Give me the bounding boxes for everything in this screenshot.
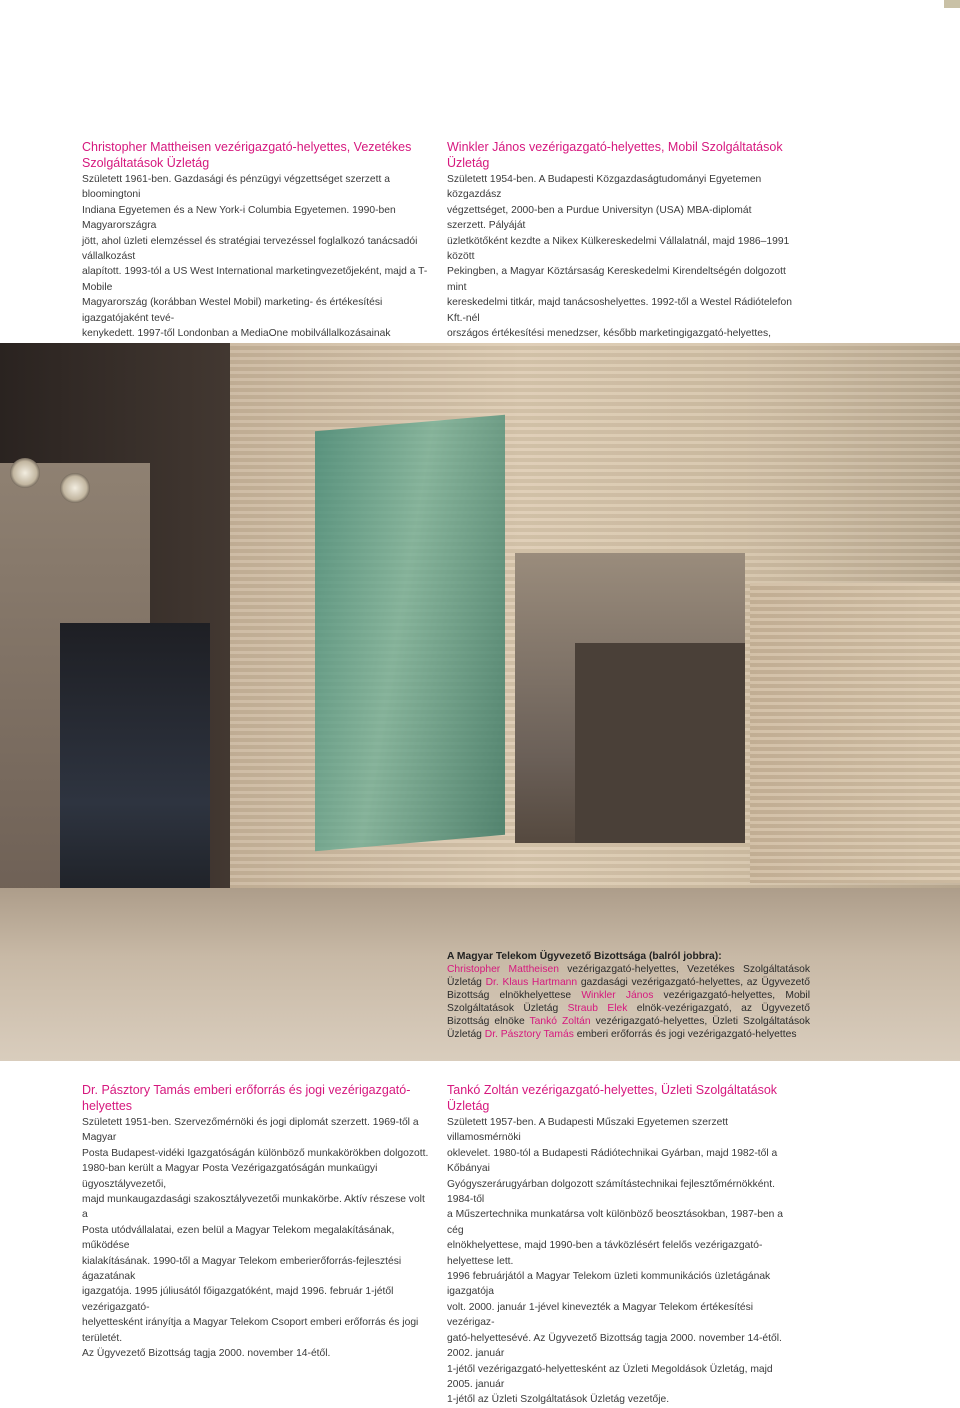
bio-line: igazgatója. 1995 júliusától főigazgatóként, majd 1996. február 1-jétől vezérigazgató- [82, 1286, 394, 1313]
bio-line: Született 1951-ben. Szervezőmérnöki és jogi diplomát szerzett. 1969-től a Magyar [82, 1117, 419, 1144]
bio-line: végzettséget, 2000-ben a Purdue Universityn (USA) MBA-diplomát szerzett. Pályáját [447, 204, 752, 232]
bio-line: Született 1961-ben. Gazdasági és pénzügyi végzettséget szerzett a bloomingtoni [82, 174, 390, 201]
caption-title: A Magyar Telekom Ügyvezető Bizottsága (balról jobbra): [447, 951, 722, 962]
bio-line: gató-helyettesévé. Az Ügyvezető Bizottság tagja 2000. november 14-étől. 2002. január [447, 1332, 782, 1360]
caption-person-role: vezérigazgató-helyettes, Mobil Szolgáltatások Üzletág [447, 990, 810, 1014]
caption-person-role: emberi erőforrás és jogi vezérigazgató-helyettes [573, 1029, 797, 1040]
photo-porthole [60, 473, 90, 503]
bio-line: 1-jétől vezérigazgató-helyettesként az Üzleti Megoldások Üzletág, majd 2005. január [447, 1363, 773, 1390]
bio-line: oklevelet. 1980-tól a Budapesti Rádiótechnikai Gyárban, majd 1982-től a Kőbányai [447, 1147, 778, 1175]
bio-line: majd munkaugazdasági szakosztályvezetői munkakörbe. Aktív részese volt a [82, 1194, 425, 1221]
bio-line: a Műszertechnika munkatársa volt különböző beosztásokban, 1987-ben a cég [447, 1209, 783, 1236]
bio-name: Christopher Mattheisen vezérigazgató-helyettes, Vezetékes Szolgáltatások Üzletág [82, 140, 412, 170]
bio-line: üzletkötőként kezdte a Nikex Külkereskedelmi Vállalatnál, majd 1986–1991 között [447, 235, 790, 263]
bio-line: Magyarország (korábban Westel Mobil) marketing- és értékesítési igazgatójaként tevé- [82, 297, 383, 324]
photo-glass-panel [315, 415, 505, 852]
caption-person-name: Dr. Pásztory Tamás [484, 1029, 574, 1040]
caption-person-role: elnök-vezérigazgató, az Ügyvezető Bizottság elnöke [447, 1003, 810, 1027]
bio-pasztory [82, 1082, 432, 1362]
caption-person-name: Christopher Mattheisen [447, 964, 559, 975]
bio-tanko [447, 1082, 792, 1408]
caption-person-name: Winkler János [581, 990, 654, 1001]
bio-line: 1980-ban került a Magyar Posta Vezérigazgatóságán munkaügyi ügyosztályvezetői, [82, 1163, 378, 1190]
bio-line: Indiana Egyetemen és a New York-i Columbia Egyetemen. 1990-ben Magyarországra [82, 204, 396, 232]
bio-line: 1-jétől az Üzleti Szolgáltatások Üzletág vezetője. [447, 1394, 670, 1406]
bio-name: Dr. Pásztory Tamás emberi erőforrás és jogi vezérigazgató-helyettes [82, 1083, 411, 1113]
bio-line: volt. 2000. január 1-jével kinevezték a Magyar Telekom értékesítési vezérigaz- [447, 1301, 754, 1329]
photo-inner-room [575, 643, 745, 843]
bio-line: Született 1957-ben. A Budapesti Műszaki Egyetemen szerzett villamosmérnöki [447, 1117, 729, 1144]
caption-person-role: gazdasági vezérigazgató-helyettes, az Ügyvezető Bizottság elnökhelyettese [447, 977, 810, 1001]
bio-line: elnökhelyettese, majd 1990-ben a távközlésért felelős vezérigazgató-helyettese lett. [447, 1240, 763, 1267]
caption-person-name: Dr. Klaus Hartmann [485, 977, 578, 988]
caption-person-role: vezérigazgató-helyettes, Vezetékes Szolgáltatások Üzletág [447, 964, 810, 988]
photo-caption [447, 950, 810, 1041]
bio-line: Pekingben, a Magyar Köztársaság Kereskedelmi Kirendeltségén dolgozott mint [447, 266, 786, 293]
photo-doorway [60, 623, 210, 923]
bio-line: 1996 februárjától a Magyar Telekom üzleti kommunikációs üzletágának igazgatója [447, 1271, 771, 1298]
bio-line: kialakításának. 1990-től a Magyar Telekom emberierőforrás-fejlesztési ágazatának [82, 1255, 402, 1283]
caption-person-name: Tankó Zoltán [529, 1016, 591, 1027]
bio-line: Posta Budapest-vidéki Igazgatóságán különböző munkakörökben dolgozott. [82, 1147, 429, 1159]
corner-mark [944, 0, 960, 8]
bio-name: Tankó Zoltán vezérigazgató-helyettes, Üzleti Szolgáltatások Üzletág [447, 1083, 778, 1113]
caption-person-role: vezérigazgató-helyettes, Üzleti Szolgáltatások Üzletág [447, 1016, 810, 1040]
bio-line: Született 1954-ben. A Budapesti Közgazdaságtudományi Egyetemen közgazdász [447, 174, 762, 201]
bio-line: Posta utódvállalatai, ezen belül a Magyar Telekom megalakításának, működése [82, 1224, 395, 1252]
bio-line: jött, ahol üzleti elemzéssel és stratégiai tervezéssel foglalkozó tanácsadói vállalkozást [82, 235, 418, 263]
bio-line: helyettesként irányítja a Magyar Telekom Csoport emberi erőforrás és jogi területét. [82, 1317, 419, 1344]
bio-line: kenykedett. 1997-től Londonban a MediaOne mobilvállalkozásainak [82, 328, 391, 340]
caption-person-name: Straub Elek [567, 1003, 628, 1014]
photo-porthole [10, 458, 40, 488]
bio-line: Az Ügyvezető Bizottság tagja 2000. november 14-étől. [82, 1348, 331, 1360]
bio-name: Winkler János vezérigazgató-helyettes, Mobil Szolgáltatások Üzletág [447, 140, 783, 170]
photo-stone-wall-right [750, 583, 960, 883]
bio-line: alapított. 1993-tól a US West International marketingvezetőjeként, majd a T-Mobile [82, 266, 428, 293]
bio-line: országos értékesítési menedzser, később marketingigazgató-helyettes, [447, 328, 771, 340]
bio-line: Gyógyszerárugyárban dolgozott számítástechnikai fejlesztőmérnökként. 1984-től [447, 1178, 775, 1206]
bio-line: kereskedelmi titkár, majd tanácsoshelyettes. 1992-től a Westel Rádiótelefon Kft.-nél [447, 297, 792, 324]
